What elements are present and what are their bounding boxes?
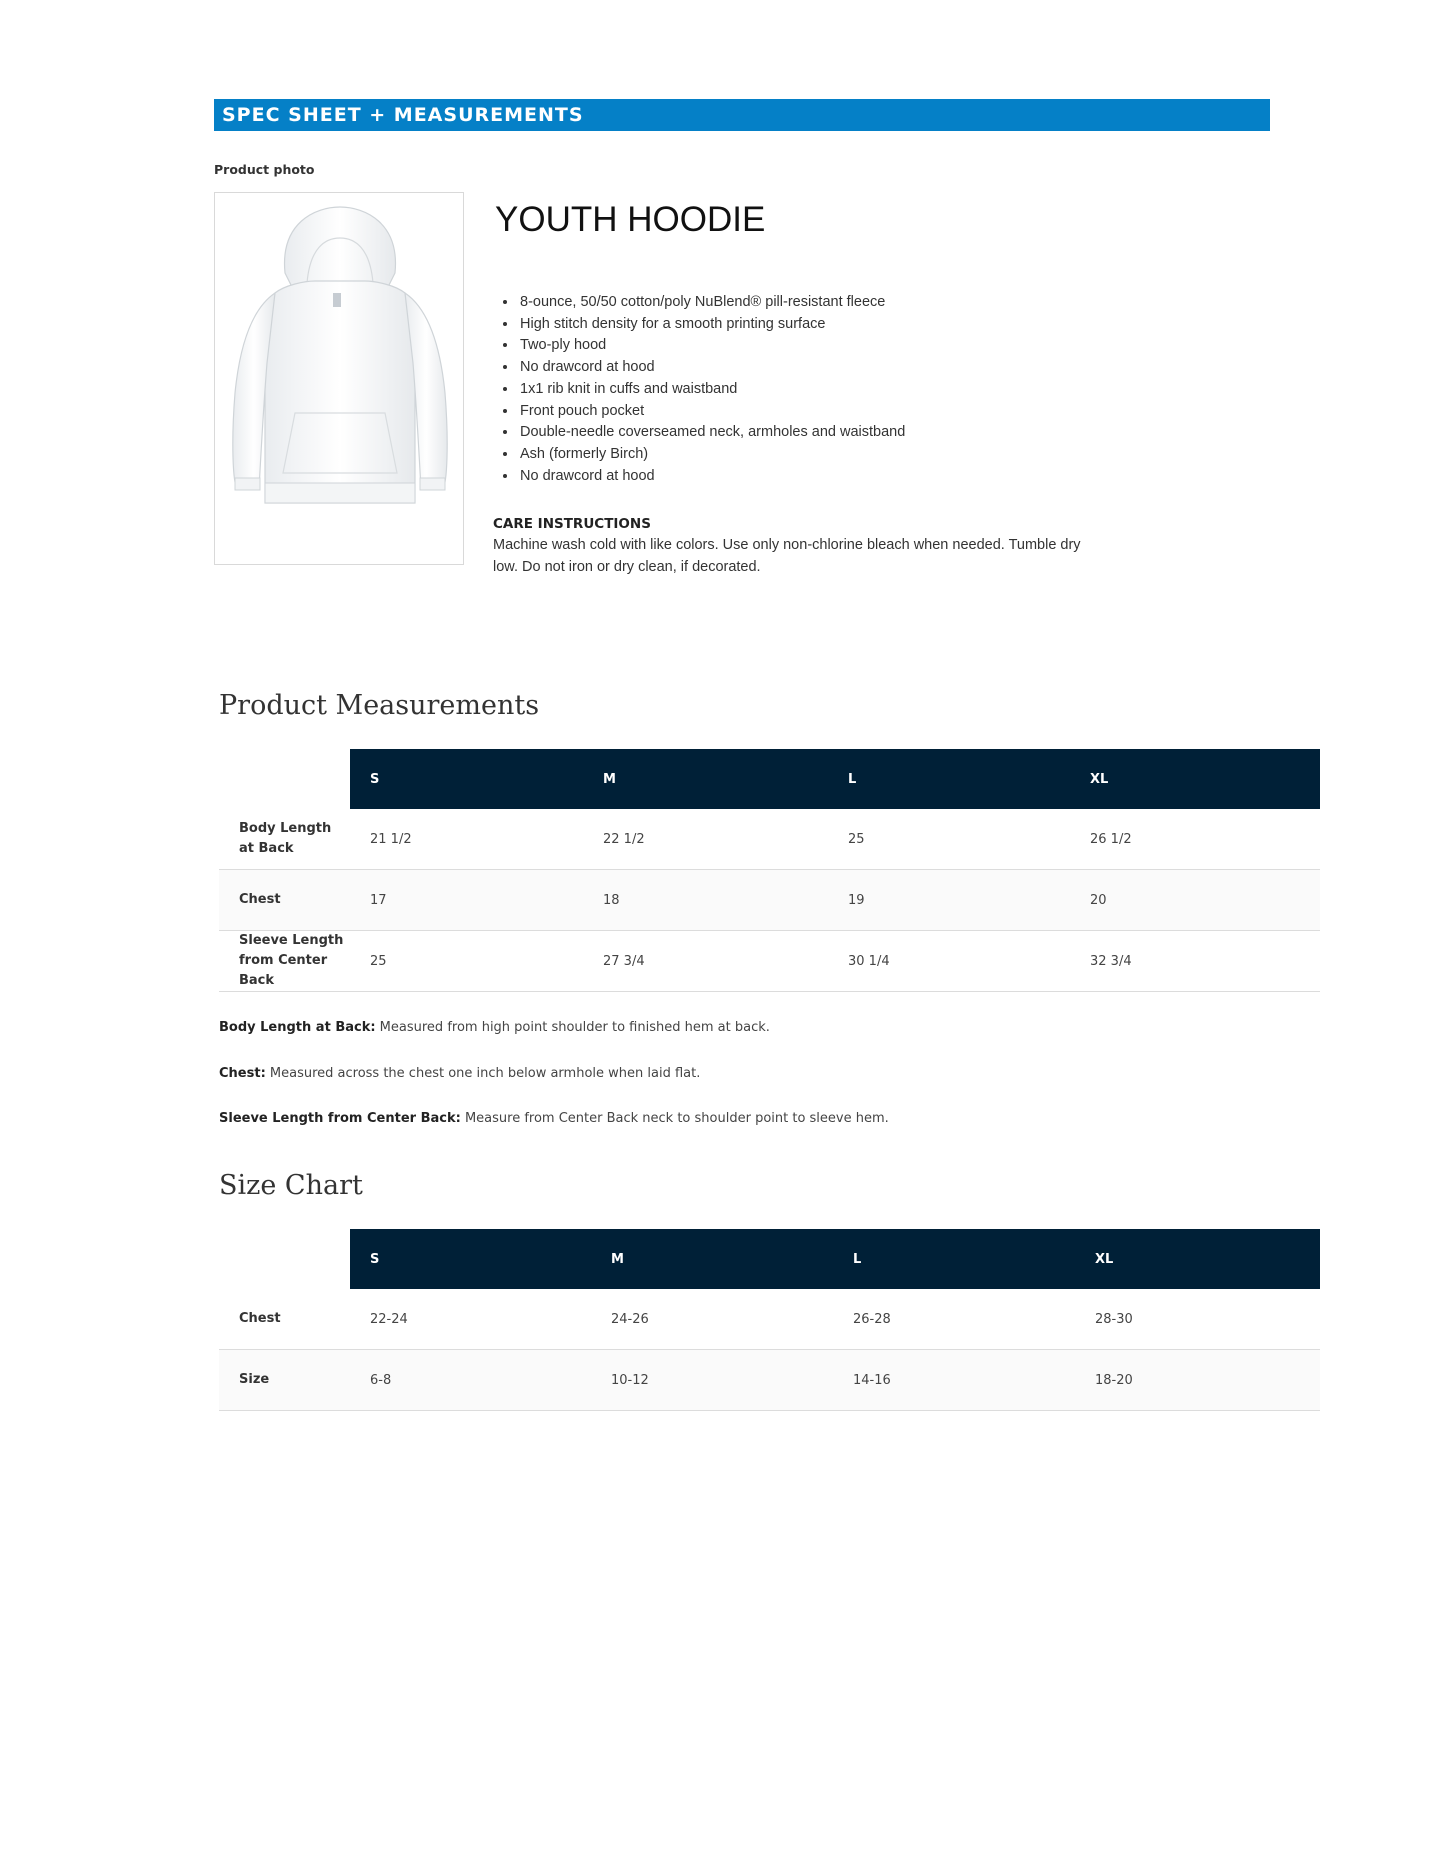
feature-item: • No drawcord at hood bbox=[518, 357, 998, 379]
table-cell: 6-8 bbox=[350, 1350, 591, 1411]
table-cell: 18 bbox=[583, 870, 828, 931]
table-cell: 26 1/2 bbox=[1070, 809, 1320, 870]
row-label: Body Length at Back bbox=[219, 809, 350, 870]
measurements-table bbox=[219, 749, 1320, 992]
table-header-row bbox=[219, 749, 1320, 809]
table-cell: 21 1/2 bbox=[350, 809, 583, 870]
row-label: Chest bbox=[219, 870, 350, 931]
measurement-note: Sleeve Length from Center Back: Measure from Center Back neck to shoulder point to sleeve hem. bbox=[219, 1111, 889, 1126]
table-row bbox=[219, 1350, 1320, 1411]
care-instructions-text: Machine wash cold with like colors. Use only non-chlorine bleach when needed. Tumble dry low. Do not iron or dry clean, if decorated. bbox=[493, 537, 1081, 575]
measurement-note: Body Length at Back: Measured from high point shoulder to finished hem at back. bbox=[219, 1020, 770, 1035]
care-instructions-heading: CARE INSTRUCTIONS bbox=[493, 516, 651, 532]
measurement-notes bbox=[219, 1020, 889, 1157]
column-header: XL bbox=[1070, 749, 1320, 809]
header-corner bbox=[219, 749, 350, 809]
feature-item: • Ash (formerly Birch) bbox=[518, 444, 998, 466]
product-title: YOUTH HOODIE bbox=[495, 200, 766, 239]
table-cell: 19 bbox=[828, 870, 1070, 931]
row-label: Chest bbox=[219, 1289, 350, 1350]
table-row bbox=[219, 1289, 1320, 1350]
table-cell: 22-24 bbox=[350, 1289, 591, 1350]
feature-item: • 1x1 rib knit in cuffs and waistband bbox=[518, 379, 998, 401]
product-photo-label: Product photo bbox=[214, 162, 315, 177]
table-cell: 24-26 bbox=[591, 1289, 833, 1350]
table-row bbox=[219, 870, 1320, 931]
table-row bbox=[219, 809, 1320, 870]
row-label: Sleeve Length from Center Back bbox=[219, 931, 350, 992]
table-cell: 30 1/4 bbox=[828, 931, 1070, 992]
table-cell: 25 bbox=[350, 931, 583, 992]
table-cell: 28-30 bbox=[1075, 1289, 1320, 1350]
table-cell: 10-12 bbox=[591, 1350, 833, 1411]
feature-item: • Double-needle coverseamed neck, armholes and waistband bbox=[518, 422, 998, 444]
spec-sheet-banner: SPEC SHEET + MEASUREMENTS bbox=[214, 99, 1270, 131]
column-header: L bbox=[828, 749, 1070, 809]
hoodie-image bbox=[215, 193, 465, 566]
table-cell: 14-16 bbox=[833, 1350, 1075, 1411]
column-header: S bbox=[350, 749, 583, 809]
table-header-row bbox=[219, 1229, 1320, 1289]
product-photo bbox=[214, 192, 464, 565]
column-header: L bbox=[833, 1229, 1075, 1289]
column-header: XL bbox=[1075, 1229, 1320, 1289]
measurement-note: Chest: Measured across the chest one inch below armhole when laid flat. bbox=[219, 1065, 701, 1081]
row-label: Size bbox=[219, 1350, 350, 1411]
table-cell: 32 3/4 bbox=[1070, 931, 1320, 992]
column-header: S bbox=[350, 1229, 591, 1289]
table-cell: 27 3/4 bbox=[583, 931, 828, 992]
feature-item: • 8-ounce, 50/50 cotton/poly NuBlend® pill-resistant fleece bbox=[518, 292, 998, 314]
feature-item: • Front pouch pocket bbox=[518, 401, 998, 423]
table-cell: 26-28 bbox=[833, 1289, 1075, 1350]
table-cell: 22 1/2 bbox=[583, 809, 828, 870]
size-chart-title: Size Chart bbox=[219, 1170, 363, 1201]
feature-item: • Two-ply hood bbox=[518, 335, 998, 357]
product-measurements-title: Product Measurements bbox=[219, 690, 540, 721]
table-cell: 20 bbox=[1070, 870, 1320, 931]
column-header: M bbox=[591, 1229, 833, 1289]
table-cell: 18-20 bbox=[1075, 1350, 1320, 1411]
table-cell: 25 bbox=[828, 809, 1070, 870]
feature-item: • High stitch density for a smooth printing surface bbox=[518, 314, 998, 336]
table-cell: 17 bbox=[350, 870, 583, 931]
header-corner bbox=[219, 1229, 350, 1289]
table-row bbox=[219, 931, 1320, 992]
column-header: M bbox=[583, 749, 828, 809]
feature-item: • No drawcord at hood bbox=[518, 466, 998, 488]
feature-list bbox=[497, 292, 998, 487]
size-chart-table bbox=[219, 1229, 1320, 1411]
